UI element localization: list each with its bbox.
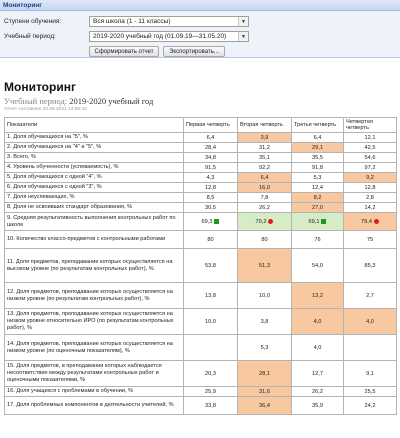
cell-value: 10,0 <box>205 318 216 325</box>
cell-value: 33,8 <box>205 402 216 409</box>
table-row <box>5 153 397 163</box>
indicator-label: 1. Доля обучающихся на "5", % <box>5 133 184 143</box>
column-header: Третья четверть <box>292 118 344 133</box>
cell-value: 4,0 <box>366 318 374 325</box>
indicator-value <box>238 249 292 283</box>
cell-value: 5,3 <box>313 174 322 181</box>
window-title: Мониторинг <box>0 0 400 11</box>
indicator-value <box>292 163 344 173</box>
indicator-value <box>292 213 344 231</box>
indicator-label: 6. Доля обучающихся с одной "3", % <box>5 183 184 193</box>
report-period-label: Учебный период: <box>4 96 68 106</box>
indicator-value <box>344 153 397 163</box>
cell-value: 25,9 <box>205 388 216 395</box>
period-select[interactable] <box>89 31 249 42</box>
indicator-value <box>292 249 344 283</box>
table-row <box>5 163 397 173</box>
level-label: Ступени обучения: <box>4 18 62 25</box>
cell-value: 69,3 <box>201 218 213 225</box>
cell-value: 13,8 <box>205 292 216 299</box>
cell-value: 28,1 <box>259 370 270 377</box>
level-select-value: Вся школа (1 - 11 классы) <box>93 18 171 25</box>
indicator-value <box>344 193 397 203</box>
cell-value: 24,2 <box>364 402 376 409</box>
cell-value: 5,3 <box>260 344 269 351</box>
indicator-value <box>238 309 292 335</box>
indicator-value <box>184 193 238 203</box>
cell-value: 26,2 <box>312 388 323 395</box>
indicator-value <box>344 163 397 173</box>
cell-value: 9,2 <box>366 174 374 181</box>
cell-value: 27,0 <box>312 204 323 211</box>
indicator-value <box>292 397 344 415</box>
cell-value: 75 <box>366 236 374 243</box>
cell-value: 12,1 <box>364 134 376 141</box>
indicator-value <box>184 203 238 213</box>
table-row <box>5 193 397 203</box>
indicator-value <box>184 309 238 335</box>
indicator-value <box>292 153 344 163</box>
cell-value: 26,2 <box>259 204 270 211</box>
green-square-icon <box>214 219 219 224</box>
cell-value: 70,2 <box>255 218 267 225</box>
indicator-value <box>238 335 292 361</box>
table-row <box>5 183 397 193</box>
indicator-value <box>184 163 238 173</box>
cell-value: 3,9 <box>260 134 269 141</box>
cell-value: 10,0 <box>259 292 270 299</box>
table-row <box>5 173 397 183</box>
indicator-value <box>184 133 238 143</box>
report-period-value: 2019-2020 учебный год <box>69 96 154 106</box>
table-row <box>5 387 397 397</box>
indicator-label: 14. Доля предметов, преподавание которых осуществляется на низком уровне (по оценочным показателям), % <box>5 335 184 361</box>
indicator-value <box>292 143 344 153</box>
cell-value: 92,2 <box>259 164 270 171</box>
cell-value: 20,3 <box>205 370 216 377</box>
column-header: Вторая четверть <box>238 118 292 133</box>
indicator-value <box>184 249 238 283</box>
indicator-value <box>292 193 344 203</box>
indicator-value <box>344 309 397 335</box>
indicator-value <box>238 183 292 193</box>
cell-value: 31,6 <box>259 388 270 395</box>
cell-value: 76 <box>314 236 321 243</box>
cell-value: 2,7 <box>366 292 374 299</box>
indicator-value <box>238 153 292 163</box>
indicator-value <box>184 143 238 153</box>
cell-value: 97,2 <box>364 164 376 171</box>
indicator-value <box>292 203 344 213</box>
cell-value: 12,8 <box>364 184 376 191</box>
column-header: Четвертая четверть <box>344 118 397 133</box>
indicator-label: 16. Доля учащихся с проблемами в обучении, % <box>5 387 184 397</box>
indicator-value <box>184 183 238 193</box>
table-row <box>5 133 397 143</box>
table-row <box>5 335 397 361</box>
indicator-value <box>238 173 292 183</box>
indicator-value <box>344 283 397 309</box>
indicator-value <box>344 213 397 231</box>
cell-value: 80 <box>207 236 214 243</box>
table-row <box>5 231 397 249</box>
indicator-label: 12. Доля предметов, преподавание которых осуществляется на низком уровне (по результатам контрольных работ), % <box>5 283 184 309</box>
indicator-value <box>184 173 238 183</box>
cell-value: 85,3 <box>364 262 376 269</box>
indicator-value <box>184 213 238 231</box>
period-label: Учебный период: <box>4 33 56 40</box>
indicator-value <box>292 231 344 249</box>
cell-value: 51,3 <box>259 262 270 269</box>
table-row <box>5 397 397 415</box>
cell-value: 35,5 <box>312 154 323 161</box>
indicator-label: 11. Доля предметов, преподавание которых осуществляется на высоком уровне (по результатам контрольных работ), % <box>5 249 184 283</box>
cell-value: 31,2 <box>259 144 270 151</box>
cell-value: 8,5 <box>206 194 215 201</box>
table-header-row <box>5 118 397 133</box>
cell-value: 4,0 <box>313 318 322 325</box>
red-circle-icon <box>374 219 379 224</box>
cell-value: 6,4 <box>313 134 322 141</box>
cell-value: 54,0 <box>312 262 323 269</box>
level-select[interactable] <box>89 16 249 27</box>
level-filter-row <box>4 16 249 27</box>
indicator-value <box>184 231 238 249</box>
indicator-value <box>238 163 292 173</box>
indicator-value <box>344 387 397 397</box>
indicator-label: 7. Доля неуспевающих, % <box>5 193 184 203</box>
page-title: Мониторинг <box>4 80 76 94</box>
indicator-value <box>184 361 238 387</box>
table-row <box>5 309 397 335</box>
period-filter-row <box>4 31 249 42</box>
indicator-value <box>238 133 292 143</box>
cell-value: 91,8 <box>312 164 323 171</box>
indicator-value <box>344 133 397 143</box>
indicator-label: 15. Доля предметов, в преподавании которых наблюдается несоответствие между результатами контрольных работ и оценочными показателями, % <box>5 361 184 387</box>
cell-value: 36,4 <box>259 402 270 409</box>
cell-value: 91,5 <box>205 164 216 171</box>
indicator-label: 8. Доля не освоивших стандарт образования, % <box>5 203 184 213</box>
cell-value: 30,5 <box>205 204 216 211</box>
cell-value: 53,8 <box>205 262 216 269</box>
indicator-value <box>184 283 238 309</box>
indicator-value <box>292 173 344 183</box>
cell-value: 35,1 <box>259 154 270 161</box>
indicator-value <box>344 143 397 153</box>
indicator-value <box>344 397 397 415</box>
cell-value: 25,5 <box>364 388 376 395</box>
indicator-value <box>292 335 344 361</box>
cell-value: 12,4 <box>312 184 323 191</box>
indicator-value <box>344 173 397 183</box>
report-period <box>4 96 400 106</box>
cell-value: 16,0 <box>259 184 270 191</box>
indicator-value <box>238 283 292 309</box>
indicator-value <box>344 335 397 361</box>
indicator-value <box>344 361 397 387</box>
red-circle-icon <box>268 219 273 224</box>
table-row <box>5 213 397 231</box>
cell-value: 28,4 <box>205 144 216 151</box>
indicator-value <box>238 397 292 415</box>
chevron-down-icon[interactable]: ▼ <box>238 17 248 26</box>
indicator-value <box>344 249 397 283</box>
cell-value: 7,8 <box>260 194 269 201</box>
period-select-value: 2019-2020 учебный год (01.09.19—31.05.20) <box>93 33 227 40</box>
cell-value: 54,6 <box>364 154 376 161</box>
table-row <box>5 283 397 309</box>
indicator-value <box>292 361 344 387</box>
table-row <box>5 361 397 387</box>
export-button[interactable]: Экспортировать... <box>163 46 225 57</box>
indicator-label: 10. Количество классо-предметов с контрольными работами <box>5 231 184 249</box>
indicator-value <box>292 183 344 193</box>
table-row <box>5 249 397 283</box>
cell-value: 3,8 <box>260 318 269 325</box>
column-header: Показатели <box>5 118 184 133</box>
indicator-value <box>238 143 292 153</box>
cell-value: 42,5 <box>364 144 376 151</box>
indicator-label: 4. Уровень обученности (успеваемость), % <box>5 163 184 173</box>
table-row <box>5 143 397 153</box>
filter-panel <box>0 11 400 58</box>
indicator-label: 17. Доля проблемных компонентов в деятельности учителей, % <box>5 397 184 415</box>
cell-value: 9,1 <box>366 370 374 377</box>
column-header: Первая четверть <box>184 118 238 133</box>
cell-value: 2,8 <box>366 194 374 201</box>
indicator-value <box>292 387 344 397</box>
indicators-table <box>4 117 397 415</box>
cell-value: 14,2 <box>364 204 376 211</box>
indicator-value <box>184 153 238 163</box>
cell-value: 69,1 <box>308 218 320 225</box>
cell-value: 34,8 <box>205 154 216 161</box>
indicator-label: 5. Доля обучающихся с одной "4", % <box>5 173 184 183</box>
indicator-label: 9. Средняя результативность выполнения контрольных работ по школе <box>5 213 184 231</box>
indicator-value <box>238 231 292 249</box>
cell-value: 13,2 <box>312 292 323 299</box>
cell-value: 4,3 <box>206 174 215 181</box>
green-square-icon <box>321 219 326 224</box>
cell-value: 79,4 <box>361 218 372 225</box>
indicator-value <box>184 387 238 397</box>
indicator-value <box>292 283 344 309</box>
indicator-value <box>238 361 292 387</box>
indicator-value <box>238 387 292 397</box>
cell-value: 4,0 <box>313 344 322 351</box>
indicator-value <box>184 397 238 415</box>
indicator-value <box>344 183 397 193</box>
indicator-value <box>184 335 238 361</box>
indicator-value <box>344 231 397 249</box>
report-content <box>0 59 400 438</box>
indicator-label: 2. Доля обучающихся на "4" и "5", % <box>5 143 184 153</box>
cell-value: 80 <box>261 236 268 243</box>
indicator-value <box>292 309 344 335</box>
cell-value: 12,8 <box>205 184 216 191</box>
indicator-value <box>238 203 292 213</box>
cell-value: 8,2 <box>313 194 322 201</box>
indicator-value <box>344 203 397 213</box>
build-report-button[interactable]: Сформировать отчет <box>89 46 159 57</box>
indicator-value <box>292 133 344 143</box>
cell-value: 6,4 <box>206 134 215 141</box>
indicator-value <box>238 213 292 231</box>
cell-value: 12,7 <box>312 370 323 377</box>
indicator-label: 13. Доля предметов, преподавание которых осуществляется на низком уровне относительно ИРО (по результатам контрольных работ), % <box>5 309 184 335</box>
report-created: Отчет составлен 20.09.2021 14:56:43 <box>4 107 87 112</box>
chevron-down-icon[interactable]: ▼ <box>238 32 248 41</box>
cell-value: 35,9 <box>312 402 323 409</box>
cell-value: 29,1 <box>312 144 323 151</box>
table-row <box>5 203 397 213</box>
indicator-label: 3. Всего, % <box>5 153 184 163</box>
indicator-value <box>238 193 292 203</box>
cell-value: 6,4 <box>260 174 269 181</box>
